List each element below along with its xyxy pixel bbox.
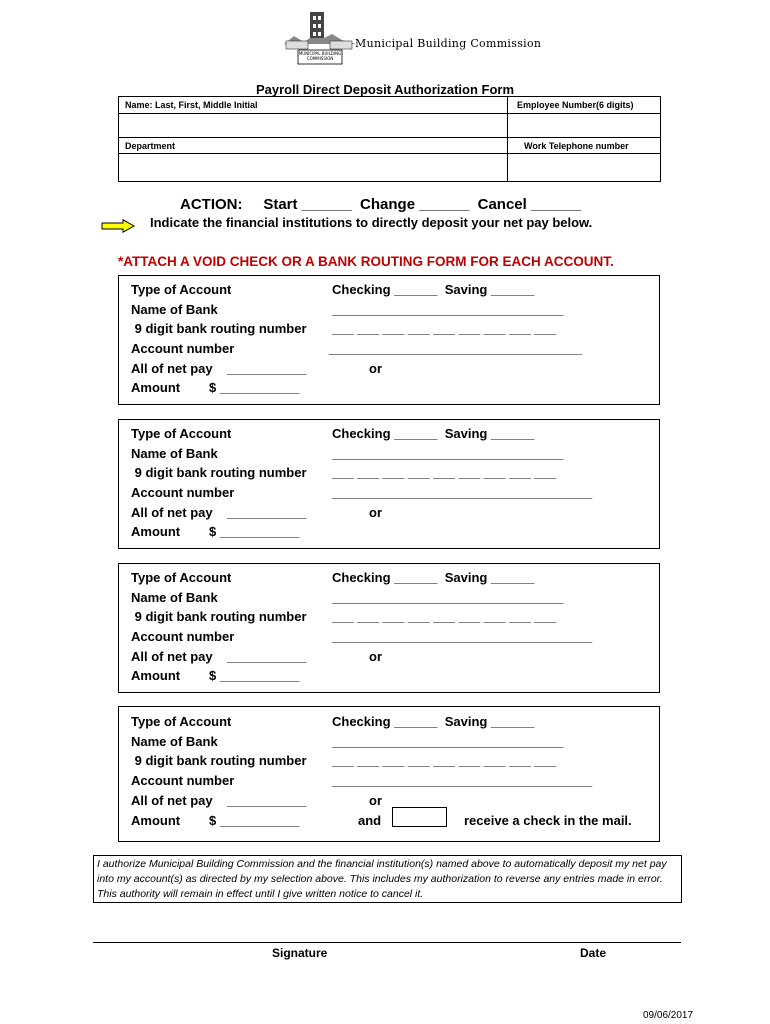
- or-text: or: [369, 361, 382, 376]
- account-number-field[interactable]: ____________________________________: [332, 629, 593, 644]
- bank-name-field[interactable]: ________________________________: [332, 734, 564, 749]
- signature-line[interactable]: [93, 942, 681, 943]
- all-net-pay-field[interactable]: All of net pay ___________: [131, 505, 307, 520]
- bank-name-label: Name of Bank: [131, 302, 218, 317]
- department-input[interactable]: [120, 154, 506, 181]
- account-number-label: Account number: [131, 773, 235, 788]
- receive-check-label: receive a check in the mail.: [464, 813, 632, 828]
- amount-field[interactable]: Amount $ ___________: [131, 380, 300, 395]
- routing-number-field[interactable]: ___ ___ ___ ___ ___ ___ ___ ___ ___: [332, 465, 557, 480]
- routing-number-field[interactable]: ___ ___ ___ ___ ___ ___ ___ ___ ___: [332, 609, 557, 624]
- bank-name-label: Name of Bank: [131, 590, 218, 605]
- routing-number-field[interactable]: ___ ___ ___ ___ ___ ___ ___ ___ ___: [332, 753, 557, 768]
- account-number-label: Account number: [131, 629, 235, 644]
- account-number-field[interactable]: ____________________________________: [332, 773, 593, 788]
- account-type-label: Type of Account: [131, 282, 232, 297]
- employee-info-grid: [118, 96, 661, 182]
- authorization-statement: I authorize Municipal Building Commission and the financial institution(s) named above to automatically deposit my net pay into my account(s) as directed by my selection above. This includes my authorization to reverse any entries made in error. This authority will remain in effect until I give written notice to cancel it.: [93, 855, 682, 903]
- work-phone-input[interactable]: [509, 154, 659, 181]
- instruction-text: Indicate the financial institutions to directly deposit your net pay below.: [150, 215, 593, 230]
- name-input[interactable]: [120, 114, 506, 136]
- revision-date: 09/06/2017: [643, 1010, 694, 1021]
- account-number-label: Account number: [131, 485, 235, 500]
- routing-number-label: 9 digit bank routing number: [131, 465, 307, 480]
- signature-label: Signature: [272, 946, 328, 960]
- account-type-label: Type of Account: [131, 426, 232, 441]
- all-net-pay-field[interactable]: All of net pay ___________: [131, 793, 307, 808]
- amount-field[interactable]: Amount $ ___________: [131, 524, 300, 539]
- amount-field[interactable]: Amount $ ___________: [131, 668, 300, 683]
- all-net-pay-field[interactable]: All of net pay ___________: [131, 361, 307, 376]
- account-section-2: [118, 419, 660, 549]
- or-text: or: [369, 649, 382, 664]
- employee-number-label: Employee Number(6 digits): [517, 100, 634, 110]
- bank-name-label: Name of Bank: [131, 446, 218, 461]
- account-type-options[interactable]: Checking ______ Saving ______: [332, 570, 535, 585]
- bank-name-field[interactable]: ________________________________: [332, 446, 564, 461]
- page-title: Payroll Direct Deposit Authorization Form: [255, 82, 515, 97]
- account-section-3: [118, 563, 660, 693]
- bank-name-field[interactable]: ________________________________: [332, 302, 564, 317]
- arrow-right-icon: [101, 219, 135, 233]
- account-type-label: Type of Account: [131, 714, 232, 729]
- seal-text: MUNICIPAL BUILDING COMMISSION: [298, 51, 342, 61]
- name-field-label: Name: Last, First, Middle Initial: [125, 100, 258, 110]
- account-number-field[interactable]: ___________________________________: [329, 341, 583, 356]
- account-type-label: Type of Account: [131, 570, 232, 585]
- work-phone-label: Work Telephone number: [524, 141, 629, 151]
- bank-name-label: Name of Bank: [131, 734, 218, 749]
- date-label: Date: [580, 946, 607, 960]
- or-text: or: [369, 505, 382, 520]
- account-section-1: [118, 275, 660, 405]
- receive-check-box[interactable]: [392, 807, 447, 827]
- account-type-options[interactable]: Checking ______ Saving ______: [332, 714, 535, 729]
- account-section-4: [118, 706, 660, 842]
- all-net-pay-field[interactable]: All of net pay ___________: [131, 649, 307, 664]
- account-number-label: Account number: [131, 341, 235, 356]
- attach-notice: *ATTACH A VOID CHECK OR A BANK ROUTING FORM FOR EACH ACCOUNT.: [118, 254, 614, 269]
- action-selection[interactable]: ACTION: Start ______ Change ______ Cancel ______: [180, 196, 582, 213]
- account-type-options[interactable]: Checking ______ Saving ______: [332, 282, 535, 297]
- and-text: and: [358, 813, 382, 828]
- routing-number-field[interactable]: ___ ___ ___ ___ ___ ___ ___ ___ ___: [332, 321, 557, 336]
- amount-field[interactable]: Amount $ ___________: [131, 813, 300, 828]
- routing-number-label: 9 digit bank routing number: [131, 753, 307, 768]
- routing-number-label: 9 digit bank routing number: [131, 609, 307, 624]
- account-type-options[interactable]: Checking ______ Saving ______: [332, 426, 535, 441]
- account-number-field[interactable]: ____________________________________: [332, 485, 593, 500]
- bank-name-field[interactable]: ________________________________: [332, 590, 564, 605]
- organization-name: Municipal Building Commission: [355, 37, 542, 50]
- employee-number-input[interactable]: [509, 114, 659, 136]
- department-label: Department: [125, 141, 176, 151]
- routing-number-label: 9 digit bank routing number: [131, 321, 307, 336]
- or-text: or: [369, 793, 382, 808]
